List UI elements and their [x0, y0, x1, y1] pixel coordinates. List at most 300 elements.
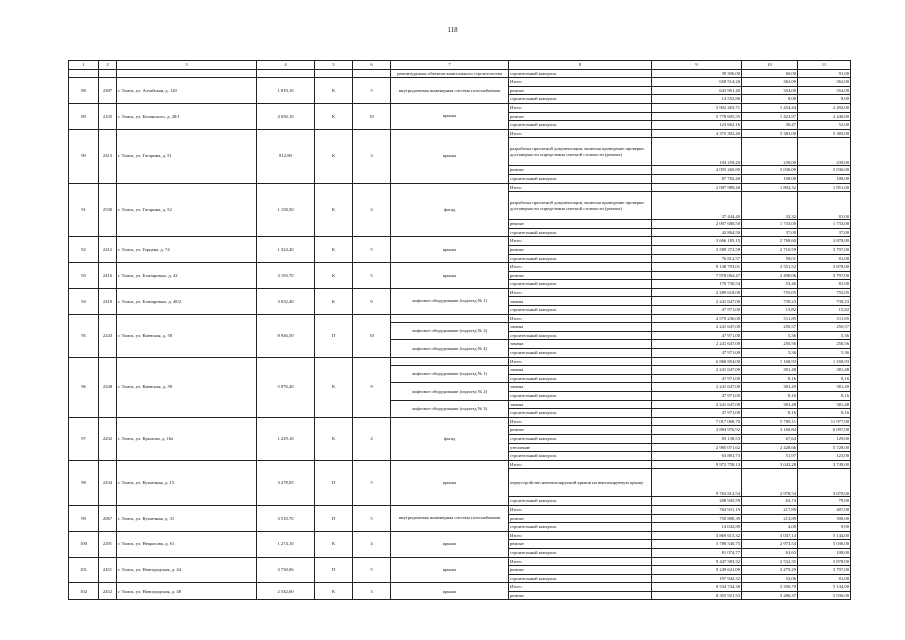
table-row: [69, 531, 851, 540]
item-name: замена: [509, 323, 652, 332]
address: г. Томск, ул. Киевская, д. 58: [117, 314, 257, 357]
address: г. Томск, ул. Алтайская, д. 120: [117, 78, 257, 104]
unit-cost: 213,89: [742, 514, 798, 523]
wall-type: П: [315, 505, 353, 531]
limit-cost: 5 036,00: [798, 540, 851, 549]
limit-cost: 381,48: [798, 366, 851, 375]
cost-value: 4 579 236,00: [652, 314, 742, 323]
house-area: 3 730,06: [257, 557, 315, 583]
row-number: 91: [69, 183, 99, 237]
limit-cost: 6 097,00: [798, 426, 851, 435]
address: г. Томск, ул. Киевская, д. 59: [117, 357, 257, 417]
cost-value: 47 971,00: [652, 349, 742, 358]
cost-value: 2 241 647,00: [652, 366, 742, 375]
unit-cost: 4,00: [742, 523, 798, 532]
work-type: крыша: [391, 557, 509, 583]
item-name: Итого: [509, 531, 652, 540]
unit-cost: 739,23: [742, 297, 798, 306]
cost-value: 2 241 647,00: [652, 297, 742, 306]
unit-cost: 1 168,93: [742, 357, 798, 366]
unit-cost: 3 286,37: [742, 591, 798, 600]
house-code: 2291: [99, 531, 117, 557]
work-type: лифтовое оборудование (подъезд № 3): [391, 400, 509, 417]
unit-cost: 63,63: [742, 548, 798, 557]
limit-cost: 11 977,00: [798, 417, 851, 426]
unit-cost: 2 479,29: [742, 566, 798, 575]
wall-type: К: [315, 583, 353, 600]
cost-value: 4 375 302,40: [652, 129, 742, 138]
house-code: 2434: [99, 460, 117, 505]
limit-cost: 108,00: [798, 548, 851, 557]
item-name: ремонт: [509, 591, 652, 600]
house-code: 2067: [99, 505, 117, 531]
unit-cost: 250,57: [742, 323, 798, 332]
unit-cost: 1 733,00: [742, 220, 798, 229]
cost-value: 3 869 615,32: [652, 531, 742, 540]
house-area: 1 324,20: [257, 237, 315, 263]
limit-cost: 8,16: [798, 392, 851, 401]
cost-value: 14 552,86: [652, 95, 742, 104]
limit-cost: 129,00: [798, 434, 851, 443]
limit-cost: 250,56: [798, 340, 851, 349]
cost-value: 3 589 372,58: [652, 245, 742, 254]
item-name: строительный контроль: [509, 174, 652, 183]
cost-value: 42 864,50: [652, 228, 742, 237]
cost-value: 194 259,20: [652, 138, 742, 166]
limit-cost: 3 749,00: [798, 460, 851, 469]
unit-cost: 362,00: [742, 78, 798, 87]
cost-value: 2 241 647,00: [652, 400, 742, 409]
cost-value: 2 241 647,00: [652, 340, 742, 349]
table-row: [69, 357, 851, 366]
cost-value: 2 289 618,00: [652, 288, 742, 297]
work-type: фасад: [391, 183, 509, 237]
house-area: [257, 69, 315, 78]
table-row: [69, 557, 851, 566]
item-name: Итого: [509, 288, 652, 297]
work-type: фасад: [391, 417, 509, 460]
unit-cost: 381,49: [742, 383, 798, 392]
limit-cost: 91,00: [798, 69, 851, 78]
house-area: 1 158,50: [257, 183, 315, 237]
cost-value: 5 778 605,55: [652, 112, 742, 121]
row-number: 96: [69, 357, 99, 417]
cost-value: 9 972 758,13: [652, 460, 742, 469]
item-name: строительный контроль: [509, 121, 652, 130]
house-code: 2452: [99, 583, 117, 600]
cost-value: 8 355 921,53: [652, 591, 742, 600]
item-name: ремонт: [509, 220, 652, 229]
floor-count: 4: [353, 417, 391, 460]
item-name: строительный контроль: [509, 574, 652, 583]
wall-type: К: [315, 417, 353, 460]
limit-cost: 2 440,00: [798, 112, 851, 121]
limit-cost: 2 492,00: [798, 103, 851, 112]
page-number: 118: [447, 26, 458, 34]
table-row: [69, 263, 851, 272]
unit-cost: 5,36: [742, 331, 798, 340]
item-name: ремонт: [509, 514, 652, 523]
cost-value: 750 888,39: [652, 514, 742, 523]
cost-value: 6 868 854,00: [652, 357, 742, 366]
work-type: крыша: [391, 237, 509, 263]
address: г. Томск, ул. Белинского, д. 28/1: [117, 103, 257, 129]
unit-cost: 1 802,32: [742, 183, 798, 192]
row-number: 95: [69, 314, 99, 357]
item-name: замена: [509, 297, 652, 306]
work-type: лифтовое оборудование (подъезд № 1): [391, 288, 509, 314]
row-number: 93: [69, 263, 99, 289]
limit-cost: 8,16: [798, 374, 851, 383]
table-row: [69, 583, 851, 592]
row-number: 97: [69, 417, 99, 460]
floor-count: 3: [353, 183, 391, 237]
address: г. Томск, ул. Крылова, д. 16а: [117, 417, 257, 460]
address: г. Томск, ул. Кузнечная, д. 31: [117, 505, 257, 531]
unit-cost: 5 709,11: [742, 417, 798, 426]
house-code: 2530: [99, 183, 117, 237]
item-name: строительный контроль: [509, 452, 652, 461]
work-type: крыша: [391, 103, 509, 129]
limit-cost: 250,57: [798, 323, 851, 332]
house-code: [99, 69, 117, 78]
item-name: Итого: [509, 357, 652, 366]
item-name: строительный контроль: [509, 95, 652, 104]
floor-count: 3: [353, 129, 391, 183]
row-number: 101: [69, 557, 99, 583]
floor-count: 9: [353, 357, 391, 417]
floor-count: 9: [353, 288, 391, 314]
wall-type: П: [315, 460, 353, 505]
limit-cost: 79,00: [798, 497, 851, 506]
item-name: строительный контроль: [509, 280, 652, 289]
row-number: 99: [69, 505, 99, 531]
cost-value: 123 662,16: [652, 121, 742, 130]
floor-count: 10: [353, 103, 391, 129]
limit-cost: 381,48: [798, 400, 851, 409]
limit-cost: 81,00: [798, 280, 851, 289]
row-number: 92: [69, 237, 99, 263]
cost-value: 39 306,00: [652, 69, 742, 78]
work-type: лифтовое оборудование (подъезд № 4): [391, 340, 509, 357]
limit-cost: 5,36: [798, 349, 851, 358]
limit-cost: 407,00: [798, 505, 851, 514]
cost-value: 643 961,40: [652, 86, 742, 95]
cost-value: 47 971,00: [652, 409, 742, 418]
limit-cost: 381,49: [798, 383, 851, 392]
cost-value: 7 017 068,70: [652, 417, 742, 426]
limit-cost: 511,85: [798, 314, 851, 323]
floor-count: 3: [353, 583, 391, 600]
limit-cost: 81,00: [798, 254, 851, 263]
house-area: 4 056,10: [257, 103, 315, 129]
house-area: 3 510,70: [257, 505, 315, 531]
address: г. Томск, ул. Некрасова, д. 61: [117, 531, 257, 557]
item-name: строительный контроль: [509, 409, 652, 418]
item-name: ремонт: [509, 245, 652, 254]
limit-cost: 5 036,00: [798, 166, 851, 175]
row-number: 94: [69, 288, 99, 314]
wall-type: К: [315, 78, 353, 104]
column-header-2: 2: [99, 61, 117, 70]
house-code: 2413: [99, 129, 117, 183]
capital-repair-table: [68, 60, 851, 600]
cost-value: 63 881,73: [652, 452, 742, 461]
unit-cost: 37,00: [742, 228, 798, 237]
cost-value: 14 042,80: [652, 523, 742, 532]
column-header-4: 4: [257, 61, 315, 70]
cost-value: 47 971,00: [652, 331, 742, 340]
house-area: 2 542,60: [257, 583, 315, 600]
unit-cost: 3 042,28: [742, 460, 798, 469]
unit-cost: 2 498,06: [742, 271, 798, 280]
item-name: ремонт: [509, 271, 652, 280]
unit-cost: 5 036,00: [742, 166, 798, 175]
unit-cost: 250,56: [742, 340, 798, 349]
table-row: [69, 314, 851, 323]
item-name: Итого: [509, 314, 652, 323]
limit-cost: 3 670,00: [798, 469, 851, 497]
unit-cost: 2 710,59: [742, 245, 798, 254]
item-name: строительный контроль: [509, 349, 652, 358]
unit-cost: 67,64: [742, 434, 798, 443]
item-name: Итого: [509, 78, 652, 87]
wall-type: П: [315, 314, 353, 357]
address: г. Томск, ул. Гагарина, д. 51: [117, 129, 257, 183]
table-row: [69, 417, 851, 426]
cost-value: 2 241 647,00: [652, 383, 742, 392]
limit-cost: 5 144,00: [798, 531, 851, 540]
unit-cost: 8,00: [742, 95, 798, 104]
unit-cost: 3 356,70: [742, 583, 798, 592]
table-row: [69, 183, 851, 192]
cost-value: 76 812,57: [652, 254, 742, 263]
work-type: лифтовое оборудование (подъезд № 1): [391, 366, 509, 383]
floor-count: 5: [353, 505, 391, 531]
column-header-3: 3: [117, 61, 257, 70]
item-name: замена: [509, 340, 652, 349]
house-area: 1 819,10: [257, 78, 315, 104]
unit-cost: 2 768,60: [742, 237, 798, 246]
limit-cost: 354,00: [798, 86, 851, 95]
cost-value: 3 666 185,15: [652, 237, 742, 246]
limit-cost: 739,23: [798, 297, 851, 306]
row-number: 100: [69, 531, 99, 557]
house-code: 2248: [99, 357, 117, 417]
unit-cost: 108,00: [742, 174, 798, 183]
limit-cost: 15,82: [798, 306, 851, 315]
item-name: Итого: [509, 103, 652, 112]
item-name: строительный контроль: [509, 228, 652, 237]
work-type: лифтовое оборудование (подъезд № 3): [391, 323, 509, 340]
item-name: Итого: [509, 263, 652, 272]
work-type: [391, 357, 509, 366]
unit-cost: 2 532,35: [742, 557, 798, 566]
item-name: переустройство невентилируемой крыши на вентилируемую крышу: [509, 469, 652, 497]
unit-cost: 32,32: [742, 192, 798, 220]
row-number: 90: [69, 129, 99, 183]
unit-cost: 381,48: [742, 366, 798, 375]
cost-value: 197 942,32: [652, 574, 742, 583]
table-row: [69, 460, 851, 469]
address: [117, 69, 257, 78]
wall-type: [315, 69, 353, 78]
item-name: Итого: [509, 460, 652, 469]
table-row: [69, 505, 851, 514]
unit-cost: 53,06: [742, 574, 798, 583]
wall-type: К: [315, 288, 353, 314]
item-name: разработка проектной документации, включая проведение проверки достоверности определения сметной стоимости (ремонт): [509, 192, 652, 220]
limit-cost: 1 851,00: [798, 183, 851, 192]
house-code: 2412: [99, 237, 117, 263]
limit-cost: 8,16: [798, 409, 851, 418]
wall-type: К: [315, 183, 353, 237]
item-name: ремонт: [509, 540, 652, 549]
unit-cost: 53,46: [742, 280, 798, 289]
limit-cost: 108,00: [798, 174, 851, 183]
cost-value: 9 447 583,32: [652, 557, 742, 566]
address: г. Томск, ул. Новгородская, д. 44: [117, 557, 257, 583]
unit-cost: 51,97: [742, 452, 798, 461]
work-type: крыша: [391, 263, 509, 289]
table-row: [69, 103, 851, 112]
work-type: крыша: [391, 583, 509, 600]
item-name: ремонт: [509, 426, 652, 435]
limit-cost: 123,00: [798, 452, 851, 461]
house-code: 2432: [99, 417, 117, 460]
item-name: Итого: [509, 557, 652, 566]
floor-count: 5: [353, 78, 391, 104]
wall-type: К: [315, 237, 353, 263]
cost-value: 81 074,77: [652, 548, 742, 557]
cost-value: 47 971,00: [652, 392, 742, 401]
floor-count: 10: [353, 314, 391, 357]
wall-type: К: [315, 531, 353, 557]
limit-cost: 81,00: [798, 192, 851, 220]
limit-cost: 755,05: [798, 288, 851, 297]
house-code: 2235: [99, 103, 117, 129]
cost-value: 83 138,53: [652, 434, 742, 443]
limit-cost: 3 797,00: [798, 271, 851, 280]
address: г. Томск, ул. Гагарина, д. 52: [117, 183, 257, 237]
unit-cost: 58,01: [742, 254, 798, 263]
limit-cost: 3 878,00: [798, 263, 851, 272]
limit-cost: 1 733,00: [798, 220, 851, 229]
item-name: Итого: [509, 583, 652, 592]
address: г. Томск, ул. Герцена, д. 74: [117, 237, 257, 263]
unit-cost: 354,00: [742, 86, 798, 95]
cost-value: 8 148 793,01: [652, 263, 742, 272]
table-row: [69, 288, 851, 297]
house-code: 2451: [99, 557, 117, 583]
wall-type: П: [315, 557, 353, 583]
cost-value: 9 249 641,00: [652, 566, 742, 575]
unit-cost: 217,89: [742, 505, 798, 514]
item-name: строительный контроль: [509, 497, 652, 506]
work-type: крыша: [391, 460, 509, 505]
unit-cost: 2 973,54: [742, 540, 798, 549]
limit-cost: 5 728,00: [798, 443, 851, 452]
work-type: внутридомовая инженерная система газоснабжения: [391, 505, 509, 531]
cost-value: 5 902 263,71: [652, 103, 742, 112]
unit-cost: 5,36: [742, 349, 798, 358]
floor-count: 5: [353, 460, 391, 505]
wall-type: К: [315, 103, 353, 129]
unit-cost: 755,05: [742, 288, 798, 297]
unit-cost: 381,48: [742, 400, 798, 409]
house-code: 2418: [99, 288, 117, 314]
cost-value: 658 514,26: [652, 78, 742, 87]
limit-cost: 5 144,00: [798, 583, 851, 592]
item-name: утепление: [509, 443, 652, 452]
wall-type: К: [315, 263, 353, 289]
unit-cost: 239,00: [742, 138, 798, 166]
house-area: 3 193,70: [257, 263, 315, 289]
cost-value: 2 007 680,50: [652, 220, 742, 229]
column-header-1: 1: [69, 61, 99, 70]
item-name: Итого: [509, 417, 652, 426]
row-number: 102: [69, 583, 99, 600]
unit-cost: 2 551,52: [742, 263, 798, 272]
limit-cost: 37,00: [798, 228, 851, 237]
column-header-11: 11: [798, 61, 851, 70]
work-type: крыша: [391, 531, 509, 557]
work-type: ремонтуружны объектов капитального строительства: [391, 69, 509, 78]
unit-cost: 3 037,14: [742, 531, 798, 540]
column-header-5: 5: [315, 61, 353, 70]
cost-value: 37 444,40: [652, 192, 742, 220]
work-type: внутридомовая инженерная система газоснабжения: [391, 78, 509, 104]
item-name: строительный контроль: [509, 69, 652, 78]
row-number: [69, 69, 99, 78]
column-header-10: 10: [742, 61, 798, 70]
unit-cost: 63,74: [742, 497, 798, 506]
item-name: ремонт: [509, 566, 652, 575]
limit-cost: 81,00: [798, 574, 851, 583]
work-type: [391, 314, 509, 323]
cost-value: 764 931,19: [652, 505, 742, 514]
row-number: 88: [69, 78, 99, 104]
unit-cost: 5 383,00: [742, 129, 798, 138]
unit-cost: 8,16: [742, 392, 798, 401]
floor-count: 5: [353, 557, 391, 583]
limit-cost: 5 383,00: [798, 129, 851, 138]
cost-value: 7 978 062,47: [652, 271, 742, 280]
table-row: [69, 69, 851, 78]
limit-cost: 1 168,93: [798, 357, 851, 366]
table-row: [69, 129, 851, 138]
cost-value: 3 788 540,75: [652, 540, 742, 549]
cost-value: 3 884 976,92: [652, 426, 742, 435]
house-area: 3 032,40: [257, 288, 315, 314]
address: г. Томск, ул. Елизаровых, д. 48/2: [117, 288, 257, 314]
floor-count: [353, 69, 391, 78]
unit-cost: 8,16: [742, 409, 798, 418]
limit-cost: 3 878,00: [798, 237, 851, 246]
house-code: 2243: [99, 314, 117, 357]
house-code: 2416: [99, 263, 117, 289]
unit-cost: 60,00: [742, 69, 798, 78]
floor-count: 4: [353, 531, 391, 557]
item-name: строительный контроль: [509, 306, 652, 315]
item-name: строительный контроль: [509, 254, 652, 263]
house-area: 5 876,20: [257, 357, 315, 417]
unit-cost: 1 454,44: [742, 103, 798, 112]
cost-value: 2 241 647,00: [652, 323, 742, 332]
item-name: строительный контроль: [509, 523, 652, 532]
wall-type: К: [315, 357, 353, 417]
item-name: разработка проектной документации, включая проведение проверки достоверности определения сметной стоимости (ремонт): [509, 138, 652, 166]
